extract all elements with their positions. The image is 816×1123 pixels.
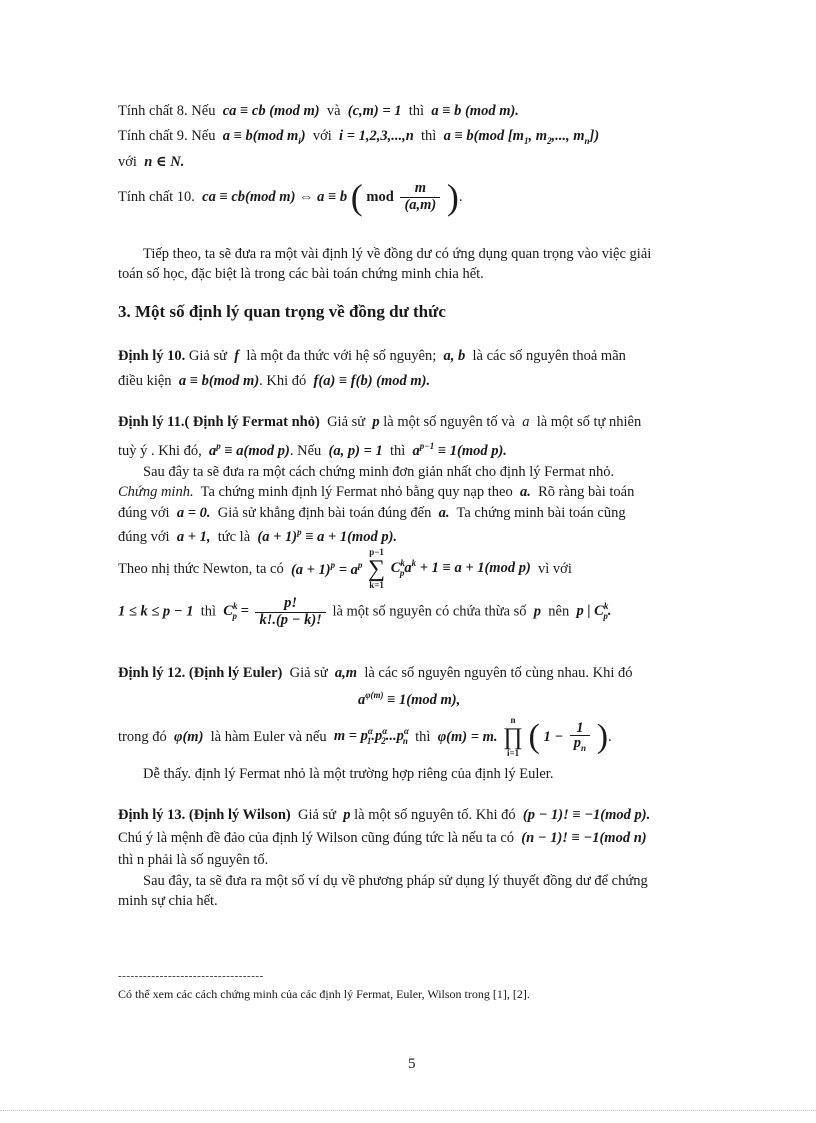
theorem-10-label: Định lý 10. (118, 348, 186, 364)
text: Giả sử (289, 665, 328, 681)
math-expression: f (234, 348, 240, 364)
math-expression: φ(m) (173, 728, 204, 745)
math-expression: $m = p^\alpha_1.p^\alpha_2...p^\alpha_n$ (333, 726, 409, 747)
euler-note: Dễ thấy. định lý Fermat nhỏ là một trường hợp riêng của định lý Euler. (143, 766, 554, 782)
property-9 (118, 128, 599, 146)
theorem-13-label: Định lý 13. (Định lý Wilson) (118, 807, 291, 823)
math-expression: ca ≡ cb (mod m) (222, 103, 320, 119)
math-expression: (p − 1)! ≡ −1(mod p). (522, 807, 651, 823)
property-10: Tính chất 10. ca ≡ cb(mod m) ⇔ a ≡ b ( mod $\frac{m}{(a,m)}$ ). (118, 177, 463, 217)
text: là một số nguyên tố. Khi đó (354, 807, 516, 823)
math-expression: p (343, 807, 351, 823)
footnote-rule: ----------------------------------- (118, 970, 264, 982)
math-expression: a, b (443, 348, 466, 364)
math-expression: $a^p \equiv a(mod$ p) (209, 441, 290, 459)
text: là các số nguyên thoả mãn (472, 348, 626, 364)
text: Ta chứng minh định lý Fermat nhỏ bằng quy nạp theo (200, 484, 513, 500)
math-expression: a ≡ b (mod m). (431, 103, 519, 119)
math-expression: a = 0. (176, 505, 211, 521)
math-expression: a + 1, (176, 528, 211, 545)
proof-line-1 (118, 484, 634, 501)
math-expression: (n − 1)! ≡ −1(mod n) (521, 830, 647, 846)
theorem-12-label: Định lý 12. (Định lý Euler) (118, 665, 283, 681)
text: là một số tự nhiên (536, 414, 642, 430)
text: với (312, 128, 332, 144)
math-expression: p | $C^k_p$. (576, 601, 612, 622)
math-expression: a. (438, 505, 450, 521)
theorem-10-cont (118, 373, 430, 390)
newton-line (118, 548, 572, 590)
text: là hàm Euler và nếu (210, 728, 327, 745)
math-expression: φ(m) = m. (437, 728, 498, 745)
text: Giả sử khẳng định bài toán đúng đến (217, 505, 432, 521)
text: a (522, 414, 530, 430)
euler-function-line: trong đó φ(m) là hàm Euler và nếu $m = p^\alpha_1.p^\alpha_2...p^\alpha_n$ thì φ(m) = m. n ∏ i=1 ( 1 − $\frac{1}{p_n}$ ). (118, 715, 612, 758)
wilson-converse (118, 830, 647, 847)
intro-line-1: Tiếp theo, ta sẽ đưa ra một vài định lý về đồng dư có ứng dụng quan trọng vào việc giải (143, 246, 652, 262)
fraction: $\frac{p!}{k!.(p - k)!}$ (255, 596, 325, 629)
text: và (326, 103, 341, 119)
property-10-label: Tính chất 10. (118, 188, 195, 205)
math-expression: f(a) ≡ f(b) (mod m). (313, 373, 431, 389)
text: Ta chứng minh bài toán cũng (456, 505, 626, 521)
proof-line-3 (118, 527, 397, 546)
math-expression: a ≡ b(mod [$m_1$, $m_2$,..., $m_n$]) (443, 128, 600, 146)
text: điều kiện (118, 373, 172, 389)
section-heading: 3. Một số định lý quan trọng về đồng dư thức (118, 302, 446, 321)
math-expression: (a, p) = 1 (328, 442, 383, 459)
theorem-11-note: Sau đây ta sẽ đưa ra một cách chứng minh đơn giản nhất cho định lý Fermat nhỏ. (143, 464, 615, 480)
theorem-13 (118, 807, 650, 824)
property-9-cont (118, 153, 184, 171)
math-expression: (c,m) = 1 (347, 103, 402, 119)
examples-intro-1: Sau đây, ta sẽ đưa ra một số ví dụ về phương pháp sử dụng lý thuyết đồng dư để chứng (143, 873, 648, 889)
math-expression: a ≡ b(mod m) (178, 373, 260, 389)
math-expression: $a^{p-1} \equiv 1(mod$ p). (412, 441, 507, 459)
theorem-12 (118, 665, 633, 682)
text: Giả sử (297, 807, 337, 823)
theorem-11-label: Định lý 11.( Định lý Fermat nhỏ) (118, 414, 320, 430)
text: Theo nhị thức Newton, ta có (118, 560, 284, 577)
text: mod (366, 188, 394, 205)
theorem-11 (118, 414, 641, 431)
binomial-line (118, 596, 611, 629)
math-expression: $a^{\varphi(m)} \equiv 1(mod$ m), (358, 690, 461, 708)
text: vì với (538, 560, 572, 577)
math-expression: $C^k_pa^k + 1 \equiv a + 1(mod$ p) (390, 558, 531, 579)
text: tuỳ ý . Khi đó, (118, 442, 202, 459)
property-8 (118, 103, 519, 120)
text: trong đó (118, 728, 167, 745)
text: đúng với (118, 505, 170, 521)
wilson-converse-cont: thì n phải là số nguyên tố. (118, 852, 269, 868)
text: thì (200, 603, 217, 620)
euler-formula (358, 690, 460, 709)
text: Giả sử (327, 414, 366, 430)
math-expression: i = 1,2,3,...,n (339, 128, 414, 144)
fraction: $\frac{m}{(a,m)}$ (400, 181, 440, 214)
math-expression: 1 ≤ k ≤ p − 1 (118, 603, 194, 620)
math-expression: $(a + 1)^p = a^p$ (290, 559, 363, 578)
intro-line-2: toán số học, đặc biệt là trong các bài toán chứng minh chia hết. (118, 266, 484, 282)
math-expression: p (372, 414, 380, 430)
math-expression: ca ≡ cb(mod m) ⇔ a ≡ b (202, 188, 348, 205)
text: Rõ ràng bài toán (538, 484, 635, 500)
text: là các số nguyên nguyên tố cùng nhau. Khi đó (364, 665, 633, 681)
text: thì (408, 103, 425, 119)
math-expression: $C^k_p$ = (223, 601, 249, 622)
theorem-10 (118, 348, 626, 365)
math-expression: a. (519, 484, 531, 500)
proof-label: Chứng minh. (118, 484, 194, 500)
summation: p−1 ∑ k=1 (368, 547, 386, 590)
math-expression: $(a + 1)^p \equiv a + 1(mod$ p). (257, 527, 398, 545)
page-number: 5 (408, 1056, 416, 1072)
math-expression: p (533, 603, 542, 620)
page-edge-divider (0, 1110, 816, 1111)
text: . Nếu (289, 442, 322, 459)
text: tức là (217, 528, 251, 545)
proof-line-2 (118, 505, 626, 522)
text: Giả sử (188, 348, 227, 364)
text: là một đa thức với hệ số nguyên; (246, 348, 437, 364)
footnote-text: Có thể xem các cách chứng minh của các định lý Fermat, Euler, Wilson trong [1], [2]. (118, 987, 530, 1001)
text: là một số nguyên tố và (383, 414, 515, 430)
property-8-label: Tính chất 8. Nếu (118, 103, 216, 119)
text: thì (415, 728, 431, 745)
math-expression: a ≡ b(mod $m_i$) (222, 128, 306, 146)
product: n ∏ i=1 (503, 715, 523, 758)
math-expression: a,m (334, 665, 358, 681)
property-9-label: Tính chất 9. Nếu (118, 128, 216, 144)
theorem-11-cont (118, 441, 507, 460)
text: Chú ý là mệnh đề đảo của định lý Wilson cũng đúng tức là nếu ta có (118, 830, 515, 846)
text: với (118, 154, 137, 170)
examples-intro-2: minh sự chia hết. (118, 893, 218, 909)
fraction: $\frac{1}{p_n}$ (570, 721, 590, 753)
text: đúng với (118, 528, 170, 545)
text: . Khi đó (259, 373, 307, 389)
text: là một số nguyên có chứa thừa số (332, 603, 527, 620)
math-expression: n ∈ N. (144, 154, 185, 170)
text: thì (421, 128, 437, 144)
text: thì (389, 442, 406, 459)
text: nên (548, 603, 570, 620)
math-expression: 1 − (543, 728, 564, 745)
